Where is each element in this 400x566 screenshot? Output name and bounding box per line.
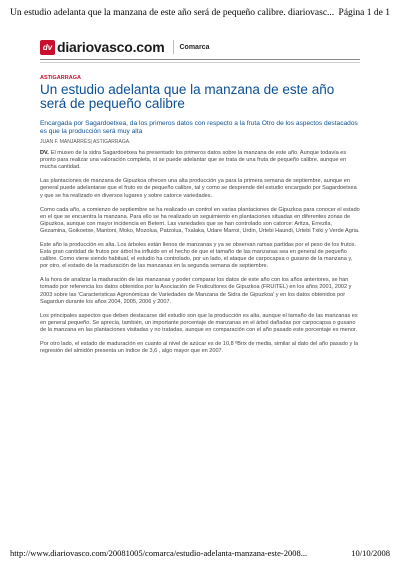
print-footer-date: 10/10/2008 — [351, 548, 390, 558]
article-paragraph: Las plantaciones de manzana de Gipuzkoa ofrecen una alta producción ya para la primera semana de septiembre, aunque en general puede adelantarse que el fruto es de pequeño calibre, tal y como se desprende del estudio encargado por Sagardoetxea y que se ha realizado en diversos lugares y sobre catorce variedades. — [40, 178, 357, 199]
article-paragraph: A la hora de analizar la maduración de las manzanas y poder comparar los datos de este año con los años anteriores, se han tomado por referencia los datos obtenidos por la Asociación de Fruticultores de Gipuzkoa (FRUITEL) en los años 2001, 2002 y 2003 sobre las 'Caracteristicas Agronómicas de Variedades de Manzana de Sidra de Gipuzkoa' y en los datos obtenidos por Sagardun durante los años 2004, 2005, 2006 y 2007. — [40, 277, 352, 305]
header-rule-thin — [40, 62, 360, 63]
lead-tag: DV. — [40, 150, 49, 157]
article-paragraph: Por otro lado, el estado de maduración en cuanto al nivel de azúcar es de 10,8 ºBrix de media, similar al dato del año pasado y la regresión del almidón presenta un índice de 3,6 , algo mayor que en 2007. — [40, 341, 359, 355]
article-paragraph: Los principales aspectos que deben destacarse del estudio son que la producción es alta, aunque el tamaño de las manzanas es en general pequeño. Se aprecia, también, un importante porcentaje de manzanas en el árbol dañadas por carpocapsa o gusano de la manzana en las plantaciones visitadas y no tratadas, aunque en comparación con el año pasado este porcentaje es menor. — [40, 312, 358, 333]
print-header-title: Un estudio adelanta que la manzana de este año será de pequeño calibre. diariovasc... — [10, 8, 335, 18]
header-divider — [173, 40, 174, 54]
article-paragraph: Este año la producción es alta. Los árboles están llenos de manzanas y ya se observan ramas partidas por el peso de los frutos. Esta gran cantidad de frutos por árbol ha influido en el hecho de que el tamaño de las manzanas sea en general de pequeño calibre. Como viene siendo habitual, el estudio ha controlado, por un lado, el ataque de carpocapsa o gusano de la manzana y, por otro, el estado de la maduración de las manzanas en la segunda semana de septiembre. — [40, 241, 357, 270]
article-body — [40, 150, 360, 355]
article-kicker: ASTIGARRAGA — [40, 75, 81, 81]
header-rule — [40, 59, 360, 60]
article-subhead: Encargada por Sagardoetxea, da los primeros datos con respecto a la fruta Otro de los aspectos destacados es que la producción será muy alta — [40, 120, 358, 136]
site-logo[interactable]: diariovasco.com — [57, 39, 165, 55]
print-footer — [10, 548, 390, 558]
article-paragraph: Como cada año, a comienzo de septiembre se ha realizado un control en varias plantaciones de Gipuzkoa para conocer el estado en el que se encuentra la manzana. Para ello se ha realizado un seguimiento en plantaciones situadas en diferentes zonas de Gipuzkoa, aunque con mayor incidencia en Beterri. Las variedades que se han controlado son catorce: Aritza, Errezila, Gezamina, Goikoetxe, Mantoni, Moko, Mozolua, Patzolua, Txalaka, Udare Marroi, Urdin, Urtebi Haundi, Urtebi Txiki y Verde Agria. — [40, 206, 360, 234]
paragraph-text: El museo de la sidra Sagardoetxea ha presentado los primeros datos sobre la manzana de este año. Aunque todavía es pronto para realizar una valoración completa, sí se puede adelantar que se trata de una fruta de pequeño calibre, aunque en mucha cantidad. — [40, 150, 347, 171]
article-page — [40, 38, 360, 362]
logo-icon[interactable]: dv — [40, 40, 55, 55]
print-header — [10, 8, 390, 18]
article-paragraph — [40, 150, 360, 171]
site-header — [40, 38, 360, 56]
print-footer-url: http://www.diariovasco.com/20081005/comarca/estudio-adelanta-manzana-este-2008... — [10, 548, 308, 558]
article-byline: JUAN F. MANJARRÉS| ASTIGARRAGA. — [40, 139, 131, 146]
article-headline: Un estudio adelanta que la manzana de este año será de pequeño calibre — [40, 82, 335, 111]
print-header-page: Página 1 de 1 — [338, 8, 390, 18]
section-tab[interactable]: Comarca — [179, 43, 210, 51]
